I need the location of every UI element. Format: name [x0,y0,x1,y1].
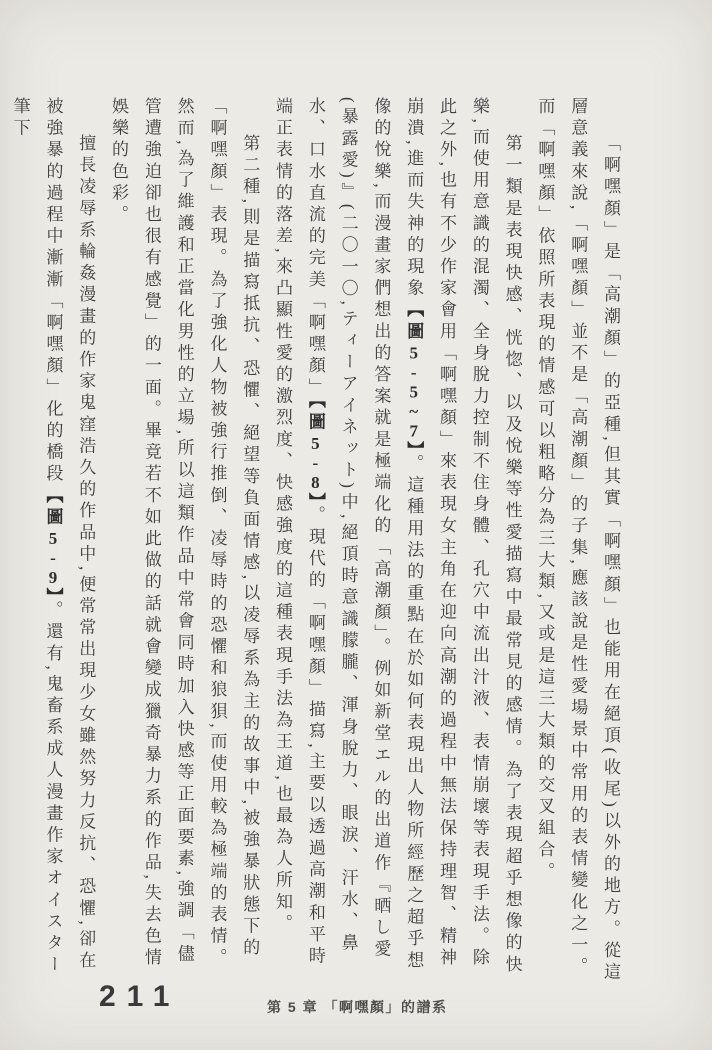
footer-chapter-title: 第 5 章 「啊嘿顏」的譜系 [267,999,448,1015]
paragraph: 第一類是表現快感、恍惚、以及悅樂等性愛描寫中最常見的感情。為了表現超乎想像的快樂,而使用意識的混濁、全身脫力控制不住身體、孔穴中流出汁液、表情崩壞等表現手法。除此之外,也有不少作家會用「啊嘿顏」來表現女主角在迎向高潮的過程中無法保持理智、精神崩潰,進而失神的現象【圖5-5~7】。這種用法的重點在於如何表現出人物所經歷之超乎想像的悅樂,而漫畫家們想出的答案就是極端化的「高潮顏」。例如新堂エル的出道作『晒し愛(暴露愛)』(二〇一〇,ティーアイネット)中,絕頂時意識朦朧、渾身脫力、眼淚、汗水、鼻水、口水直流的完美「啊嘿顏」【圖5-8】。現代的「啊嘿顏」描寫,主要以透過高潮和平時端正表情的落差,來凸顯性愛的激烈度、快感強度的這種表現手法為王道,也最為人所知。 [273,97,522,977]
paragraph: 擅長凌辱系輪姦漫畫的作家鬼窪浩久的作品中,便常常出現少女雖然努力反抗、恐懼,卻在被強暴的過程中漸漸「啊嘿顏」化的橋段【圖5-9】。還有,鬼畜系成人漫畫作家オイスター筆下 [10,97,96,977]
page-number: 211 [99,980,181,1013]
paragraph: 「啊嘿顏」是「高潮顏」的亞種,但其實「啊嘿顏」也能用在絕頂(收尾)以外的地方。從這層意義來說,「啊嘿顏」並不是「高潮顏」的子集,應該說是性愛場景中常用的表情變化之一。而「啊嘿顏」依照所表現的情感可以粗略分為三大類,又或是這三大類的交叉組合。 [535,97,620,985]
figure-reference: 【圖5-5~7】 [404,300,424,455]
text-columns [10,97,626,985]
paragraph: 第二種,則是描寫抵抗、恐懼、絕望等負面情感,以凌辱系為主的故事中,被強暴狀態下的「啊嘿顏」表現。為了強化人物被強行推倒、凌辱時的恐懼和狼狽,而使用較為極端的表情。然而,為了維護和正當化男性的立場,所以這類作品中常會同時加入快感等正面要素,強調「儘管遭強迫卻也很有感覺」的一面。畢竟若不如此做的話就會變成獵奇暴力系的作品,失去色情娛樂的色彩。 [109,97,260,970]
figure-reference: 【圖5-8】 [305,399,325,506]
figure-reference: 【圖5-9】 [43,485,63,601]
